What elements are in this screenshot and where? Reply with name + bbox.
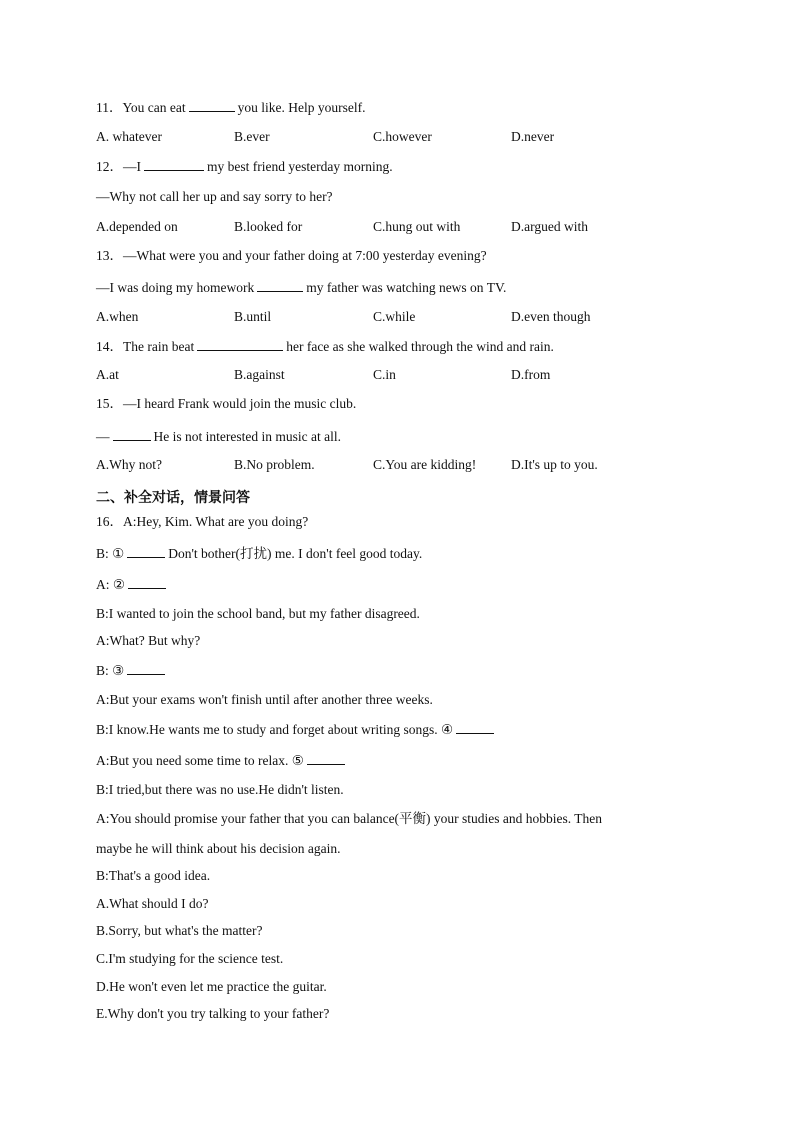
- question-number: 14．: [96, 339, 123, 354]
- dialogue-line: [96, 751, 348, 770]
- question-14: [96, 337, 554, 356]
- dialogue-text: A:Hey, Kim. What are you doing?: [123, 514, 309, 529]
- option-b[interactable]: B.until: [234, 309, 272, 324]
- dialogue-text: A:But you need some time to relax. ⑤: [96, 753, 304, 768]
- question-text: —I heard Frank would join the music club.: [123, 396, 357, 411]
- question-text-post: her face as she walked through the wind and rain.: [286, 339, 554, 354]
- answer-blank-4[interactable]: [456, 720, 494, 734]
- answer-blank-5[interactable]: [307, 751, 345, 765]
- question-text-pre: —: [96, 429, 110, 444]
- option-c[interactable]: C.hung out with: [373, 219, 461, 234]
- answer-blank[interactable]: [189, 98, 235, 112]
- question-text-pre: —I was doing my homework: [96, 280, 255, 295]
- answer-blank-1[interactable]: [127, 544, 165, 558]
- option-b[interactable]: B.No problem.: [234, 457, 315, 472]
- dialogue-line: B:That's a good idea.: [96, 868, 211, 883]
- question-12: [96, 157, 393, 176]
- answer-blank[interactable]: [144, 157, 204, 171]
- question-15-line2: [96, 427, 341, 446]
- option-c[interactable]: C.in: [373, 367, 396, 382]
- answer-blank-2[interactable]: [128, 575, 166, 589]
- dialogue-line: [96, 513, 308, 531]
- option-a[interactable]: A. whatever: [96, 129, 162, 144]
- question-text-post: my best friend yesterday morning.: [207, 159, 393, 174]
- question-number: 12．: [96, 159, 123, 174]
- dialogue-line: [96, 575, 169, 594]
- dialogue-text: B: ③: [96, 663, 125, 678]
- question-text-post: my father was watching news on TV.: [306, 280, 507, 295]
- answer-blank-3[interactable]: [127, 661, 165, 675]
- choice-b[interactable]: B.Sorry, but what's the matter?: [96, 923, 263, 938]
- question-13-line2: [96, 278, 506, 297]
- dialogue-line: A:What? But why?: [96, 633, 201, 648]
- option-d[interactable]: D.never: [511, 129, 555, 144]
- question-text-post: you like. Help yourself.: [237, 100, 366, 115]
- answer-blank[interactable]: [197, 337, 283, 351]
- dialogue-text: B: ①: [96, 546, 125, 561]
- dialogue-line: [96, 720, 497, 739]
- option-c[interactable]: C.You are kidding!: [373, 457, 477, 472]
- dialogue-text: B:I know.He wants me to study and forget about writing songs. ④: [96, 722, 454, 737]
- question-11: [96, 98, 365, 117]
- choice-c[interactable]: C.I'm studying for the science test.: [96, 951, 284, 966]
- question-number: 11．: [96, 100, 123, 115]
- dialogue-text: Don't bother(打扰) me. I don't feel good today.: [168, 546, 423, 561]
- dialogue-line: maybe he will think about his decision again.: [96, 841, 341, 856]
- option-a[interactable]: A.at: [96, 367, 119, 382]
- option-b[interactable]: B.against: [234, 367, 285, 382]
- question-13: [96, 247, 487, 265]
- option-a[interactable]: A.Why not?: [96, 457, 162, 472]
- choice-d[interactable]: D.He won't even let me practice the guitar.: [96, 979, 327, 994]
- choice-a[interactable]: A.What should I do?: [96, 896, 209, 911]
- question-15: [96, 395, 356, 413]
- question-number: 13．: [96, 248, 123, 263]
- dialogue-line: [96, 661, 168, 680]
- question-12-reply: —Why not call her up and say sorry to her?: [96, 189, 333, 204]
- question-text-pre: The rain beat: [123, 339, 195, 354]
- option-d[interactable]: D.from: [511, 367, 551, 382]
- option-a[interactable]: A.depended on: [96, 219, 178, 234]
- question-text-pre: —I: [123, 159, 141, 174]
- option-a[interactable]: A.when: [96, 309, 139, 324]
- option-c[interactable]: C.however: [373, 129, 432, 144]
- choice-e[interactable]: E.Why don't you try talking to your father?: [96, 1006, 330, 1021]
- option-d[interactable]: D.even though: [511, 309, 591, 324]
- dialogue-line: A:You should promise your father that you can balance(平衡) your studies and hobbies. Then: [96, 811, 603, 826]
- answer-blank[interactable]: [257, 278, 303, 292]
- dialogue-text: A: ②: [96, 577, 125, 592]
- option-b[interactable]: B.ever: [234, 129, 270, 144]
- option-c[interactable]: C.while: [373, 309, 416, 324]
- dialogue-line: A:But your exams won't finish until after another three weeks.: [96, 692, 433, 707]
- option-d[interactable]: D.It's up to you.: [511, 457, 598, 472]
- question-text-post: He is not interested in music at all.: [153, 429, 341, 444]
- question-number: 16．: [96, 514, 123, 529]
- option-b[interactable]: B.looked for: [234, 219, 303, 234]
- answer-blank[interactable]: [113, 427, 151, 441]
- section-heading: 二、补全对话，情景问答: [96, 490, 250, 506]
- question-text: —What were you and your father doing at 7:00 yesterday evening?: [123, 248, 487, 263]
- dialogue-line: B:I wanted to join the school band, but my father disagreed.: [96, 606, 420, 621]
- question-text-pre: You can eat: [122, 100, 186, 115]
- dialogue-line: [96, 544, 422, 563]
- dialogue-line: B:I tried,but there was no use.He didn't listen.: [96, 782, 344, 797]
- question-number: 15．: [96, 396, 123, 411]
- option-d[interactable]: D.argued with: [511, 219, 588, 234]
